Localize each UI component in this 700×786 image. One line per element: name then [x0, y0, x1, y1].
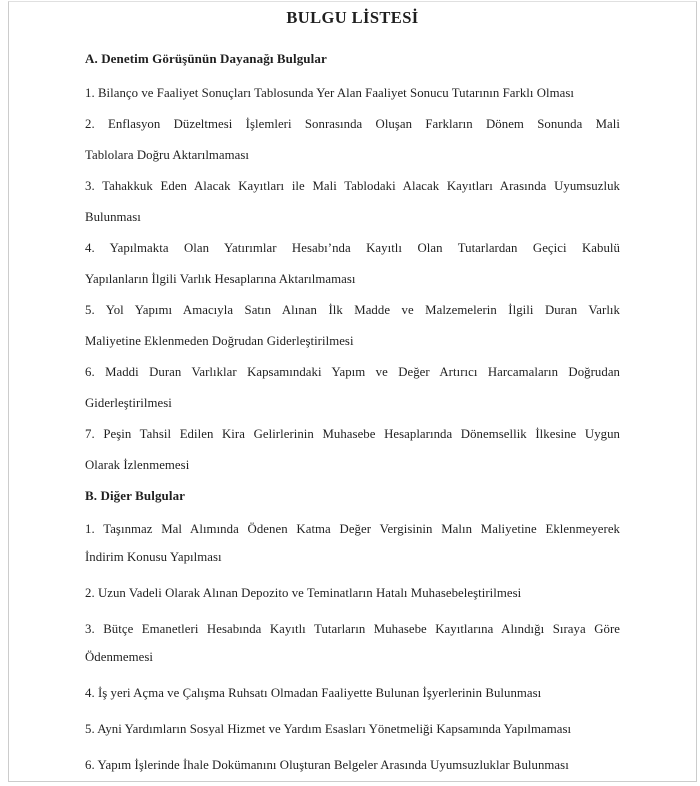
finding-line: 1. Taşınmaz Mal Alımında Ödenen Katma Değer Vergisinin Malın Maliyetine Eklenmeyerek [85, 522, 620, 536]
section-heading: B. Diğer Bulgular [85, 488, 186, 503]
finding-item [85, 357, 620, 419]
finding-line: 5. Ayni Yardımların Sosyal Hizmet ve Yardım Esasları Yönetmeliği Kapsamında Yapılmaması [85, 722, 572, 736]
finding-item [85, 715, 620, 743]
document-title: BULGU LİSTESİ [286, 8, 419, 27]
findings-section-a [85, 48, 620, 481]
finding-line: 3. Bütçe Emanetleri Hesabında Kayıtlı Tutarların Muhasebe Kayıtlarına Alındığı Sıraya Göre [85, 622, 620, 636]
finding-item [85, 295, 620, 357]
finding-line: Ödenmemesi [85, 650, 154, 664]
finding-item [85, 233, 620, 295]
finding-line: 4. İş yeri Açma ve Çalışma Ruhsatı Olmadan Faaliyette Bulunan İşyerlerinin Bulunması [85, 686, 542, 700]
finding-item [85, 751, 620, 779]
finding-line: Olarak İzlenmemesi [85, 458, 190, 472]
finding-line: Maliyetine Eklenmeden Doğrudan Giderleştirilmesi [85, 334, 354, 348]
finding-line: 2. Uzun Vadeli Olarak Alınan Depozito ve Teminatların Hatalı Muhasebeleştirilmesi [85, 586, 522, 600]
finding-item [85, 419, 620, 481]
finding-line: 6. Yapım İşlerinde İhale Dokümanını Oluşturan Belgeler Arasında Uyumsuzluklar Bulunması [85, 758, 569, 772]
finding-item [85, 615, 620, 671]
finding-line: 7. Peşin Tahsil Edilen Kira Gelirlerinin Muhasebe Hesaplarında Dönemsellik İlkesine Uygun [85, 427, 620, 441]
finding-item [85, 109, 620, 171]
findings-list [85, 48, 620, 779]
finding-line: Giderleştirilmesi [85, 396, 172, 410]
finding-line: 6. Maddi Duran Varlıklar Kapsamındaki Yapım ve Değer Artırıcı Harcamaların Doğrudan [85, 365, 620, 379]
finding-line: Tablolara Doğru Aktarılmaması [85, 148, 250, 162]
finding-item [85, 171, 620, 233]
section-heading: A. Denetim Görüşünün Dayanağı Bulgular [85, 51, 327, 66]
findings-section-b [85, 485, 620, 779]
finding-item [85, 679, 620, 707]
finding-item [85, 579, 620, 607]
finding-item [85, 78, 620, 109]
finding-line: 5. Yol Yapımı Amacıyla Satın Alınan İlk Madde ve Malzemelerin İlgili Duran Varlık [85, 303, 620, 317]
finding-line: Bulunması [85, 210, 141, 224]
finding-line: 2. Enflasyon Düzeltmesi İşlemleri Sonrasında Oluşan Farkların Dönem Sonunda Mali [85, 117, 620, 131]
finding-line: 4. Yapılmakta Olan Yatırımlar Hesabı’nda Kayıtlı Olan Tutarlardan Geçici Kabulü [85, 241, 620, 255]
finding-line: İndirim Konusu Yapılması [85, 550, 222, 564]
document-content [85, 6, 620, 779]
finding-line: 3. Tahakkuk Eden Alacak Kayıtları ile Mali Tablodaki Alacak Kayıtları Arasında Uyumsuzluk [85, 179, 620, 193]
finding-line: Yapılanların İlgili Varlık Hesaplarına Aktarılmaması [85, 272, 356, 286]
finding-item [85, 515, 620, 571]
finding-line: 1. Bilanço ve Faaliyet Sonuçları Tablosunda Yer Alan Faaliyet Sonucu Tutarının Farklı Olması [85, 86, 574, 100]
